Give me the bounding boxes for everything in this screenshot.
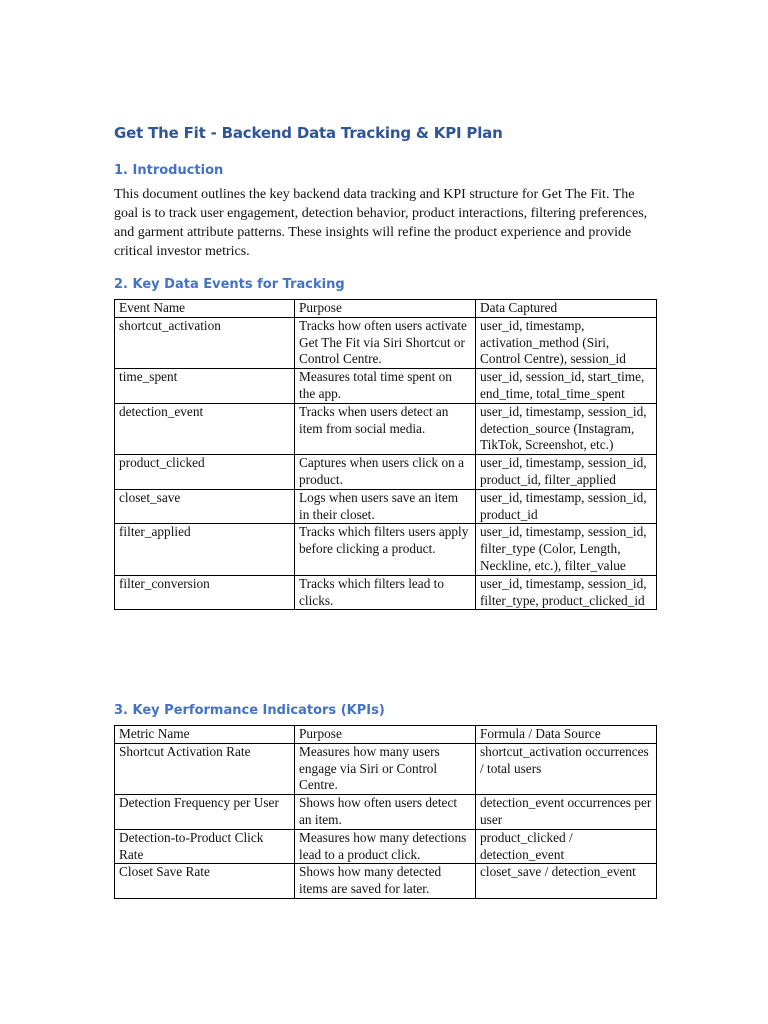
purpose-cell: Shows how many detected items are saved for later. [295, 864, 476, 899]
table-row [115, 455, 657, 490]
table-row [115, 489, 657, 524]
event-name-cell: closet_save [115, 489, 295, 524]
table-row [115, 524, 657, 575]
event-name-cell: filter_conversion [115, 575, 295, 610]
metric-name-cell: Closet Save Rate [115, 864, 295, 899]
data-captured-cell: user_id, timestamp, session_id, filter_type (Color, Length, Neckline, etc.), filter_value [476, 524, 657, 575]
table-row [115, 403, 657, 454]
purpose-cell: Tracks when users detect an item from social media. [295, 403, 476, 454]
header-cell: Purpose [295, 726, 476, 744]
purpose-cell: Measures how many users engage via Siri or Control Centre. [295, 743, 476, 794]
data-captured-cell: user_id, timestamp, session_id, product_id [476, 489, 657, 524]
kpi-table [114, 725, 657, 899]
formula-cell: detection_event occurrences per user [476, 795, 657, 830]
kpis-heading: 3. Key Performance Indicators (KPIs) [114, 703, 385, 718]
table-row [115, 575, 657, 610]
table-row [115, 795, 657, 830]
event-name-cell: shortcut_activation [115, 317, 295, 368]
formula-cell: shortcut_activation occurrences / total users [476, 743, 657, 794]
data-captured-cell: user_id, session_id, start_time, end_time, total_time_spent [476, 369, 657, 404]
metric-name-cell: Detection Frequency per User [115, 795, 295, 830]
introduction-heading: 1. Introduction [114, 163, 224, 178]
header-cell: Formula / Data Source [476, 726, 657, 744]
metric-name-cell: Shortcut Activation Rate [115, 743, 295, 794]
table-row [115, 743, 657, 794]
data-captured-cell: user_id, timestamp, activation_method (Siri, Control Centre), session_id [476, 317, 657, 368]
data-captured-cell: user_id, timestamp, session_id, filter_type, product_clicked_id [476, 575, 657, 610]
document-title: Get The Fit - Backend Data Tracking & KPI Plan [114, 124, 503, 142]
event-name-cell: time_spent [115, 369, 295, 404]
header-cell: Metric Name [115, 726, 295, 744]
formula-cell: product_clicked / detection_event [476, 829, 657, 864]
purpose-cell: Measures total time spent on the app. [295, 369, 476, 404]
kpi-header-row [115, 726, 657, 744]
formula-cell: closet_save / detection_event [476, 864, 657, 899]
table-row [115, 864, 657, 899]
purpose-cell: Measures how many detections lead to a product click. [295, 829, 476, 864]
purpose-cell: Shows how often users detect an item. [295, 795, 476, 830]
event-name-cell: detection_event [115, 403, 295, 454]
purpose-cell: Captures when users click on a product. [295, 455, 476, 490]
header-cell: Event Name [115, 300, 295, 318]
event-name-cell: filter_applied [115, 524, 295, 575]
header-cell: Purpose [295, 300, 476, 318]
events-heading: 2. Key Data Events for Tracking [114, 277, 345, 292]
header-cell: Data Captured [476, 300, 657, 318]
data-captured-cell: user_id, timestamp, session_id, product_id, filter_applied [476, 455, 657, 490]
metric-name-cell: Detection-to-Product Click Rate [115, 829, 295, 864]
events-table [114, 299, 657, 610]
data-captured-cell: user_id, timestamp, session_id, detection_source (Instagram, TikTok, Screenshot, etc.) [476, 403, 657, 454]
purpose-cell: Logs when users save an item in their closet. [295, 489, 476, 524]
purpose-cell: Tracks how often users activate Get The Fit via Siri Shortcut or Control Centre. [295, 317, 476, 368]
introduction-paragraph: This document outlines the key backend data tracking and KPI structure for Get The Fit. The goal is to track user engagement, detection behavior, product interactions, filtering preferences, and garment attribute patterns. These insights will refine the product experience and provide critical investor metrics. [114, 187, 648, 259]
table-row [115, 829, 657, 864]
event-name-cell: product_clicked [115, 455, 295, 490]
purpose-cell: Tracks which filters users apply before clicking a product. [295, 524, 476, 575]
table-row [115, 317, 657, 368]
events-header-row [115, 300, 657, 318]
purpose-cell: Tracks which filters lead to clicks. [295, 575, 476, 610]
table-row [115, 369, 657, 404]
